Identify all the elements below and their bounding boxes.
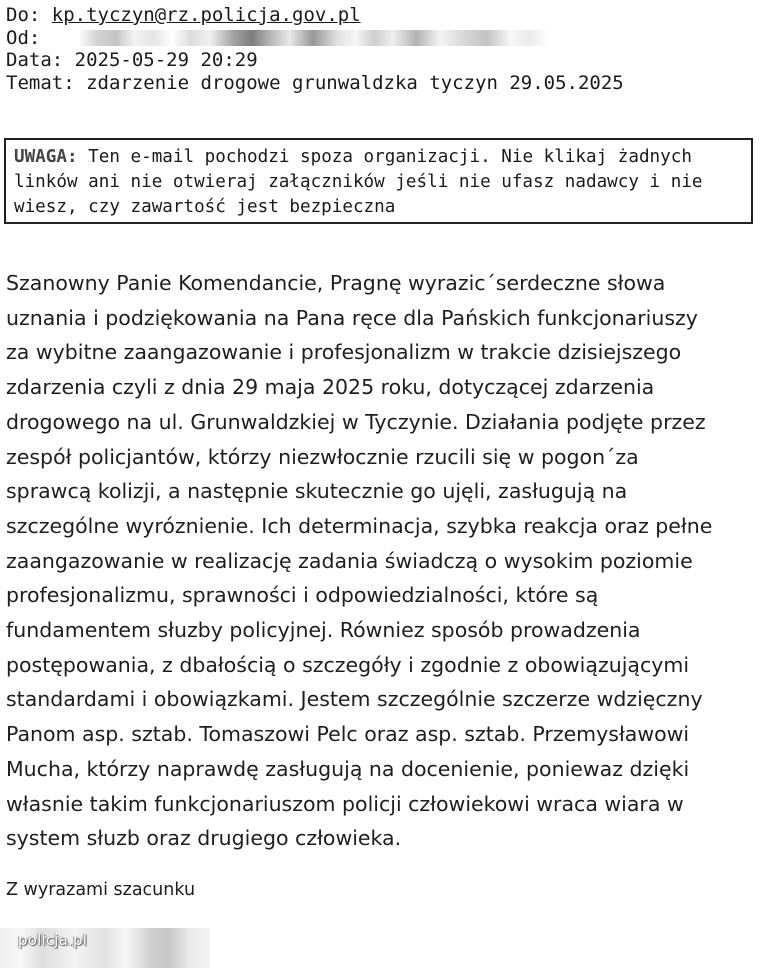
body-line: standardami i obowiązkami. Jestem szczególnie szczerze wdzięczny bbox=[6, 687, 703, 712]
body-line: postępowania, z dbałością o szczegóły i zgodnie z obowiązującymi bbox=[6, 652, 690, 677]
body-line: własnie takim funkcjonariuszom policji człowiekowi wraca wiara w bbox=[6, 791, 684, 816]
subject-value: zdarzenie drogowe grunwaldzka tyczyn 29.05.2025 bbox=[86, 71, 624, 94]
body-line: sprawcą kolizji, a następnie skutecznie go ujęli, zasługują na bbox=[6, 479, 628, 504]
body-line: profesjonalizmu, sprawności i odpowiedzialności, które są bbox=[6, 583, 599, 608]
warning-line-3: wiesz, czy zawartość jest bezpieczna bbox=[14, 197, 396, 217]
warning-line-2: linków ani nie otwieraj załączników jeśli nie ufasz nadawcy i nie bbox=[14, 172, 703, 192]
body-line: Szanowny Panie Komendancie, Pragnę wyrazic´serdeczne słowa bbox=[6, 271, 666, 295]
from-row bbox=[6, 27, 766, 50]
redacted-sender bbox=[78, 30, 548, 46]
date-row bbox=[6, 49, 766, 72]
body-line: system słuzb oraz drugiego człowieka. bbox=[6, 826, 402, 851]
external-email-warning bbox=[4, 138, 753, 224]
warning-line-1 bbox=[14, 145, 743, 170]
email-header bbox=[6, 4, 766, 94]
body-line: drogowego na ul. Grunwaldzkiej w Tyczynie. Działania podjęte przez bbox=[6, 409, 706, 434]
body-line: zespół policjantów, którzy niezwłocznie rzucili się w pogon´za bbox=[6, 444, 639, 469]
closing-salutation: Z wyrazami szacunku bbox=[6, 880, 196, 900]
body-line: zaangazowanie w realizację zadania świadczą o wysokim poziomie bbox=[6, 548, 693, 573]
to-address-link[interactable]: kp.tyczyn@rz.policja.gov.pl bbox=[51, 4, 361, 26]
to-label: Do: bbox=[6, 4, 41, 26]
body-line: Mucha, którzy naprawdę zasługują na docenienie, poniewaz dzięki bbox=[6, 756, 690, 781]
subject-label: Temat: bbox=[6, 71, 75, 94]
from-label: Od: bbox=[6, 26, 41, 49]
body-line: fundamentem słuzby policyjnej. Równiez sposób prowadzenia bbox=[6, 618, 641, 643]
date-value: 2025-05-29 20:29 bbox=[74, 49, 258, 71]
letter-body bbox=[6, 266, 775, 856]
warning-text-1: Ten e-mail pochodzi spoza organizacji. Nie klikaj żadnych bbox=[88, 147, 692, 167]
body-line: za wybitne zaangazowanie i profesjonalizm w trakcie dzisiejszego bbox=[6, 340, 682, 365]
body-line: Panom asp. sztab. Tomaszowi Pelc oraz asp. sztab. Przemysławowi bbox=[6, 722, 690, 747]
body-line: szczególne wyróznienie. Ich determinacja, szybka reakcja oraz pełne bbox=[6, 513, 713, 538]
watermark-logo: policja.pl bbox=[18, 931, 88, 949]
date-label: Data: bbox=[6, 49, 64, 71]
warning-label: UWAGA: bbox=[14, 147, 78, 167]
to-row bbox=[6, 4, 766, 27]
body-line: uznania i podziękowania na Pana ręce dla Pańskich funkcjonariuszy bbox=[6, 305, 698, 330]
subject-row bbox=[6, 72, 766, 95]
body-line: zdarzenia czyli z dnia 29 maja 2025 roku, dotyczącej zdarzenia bbox=[6, 375, 655, 400]
